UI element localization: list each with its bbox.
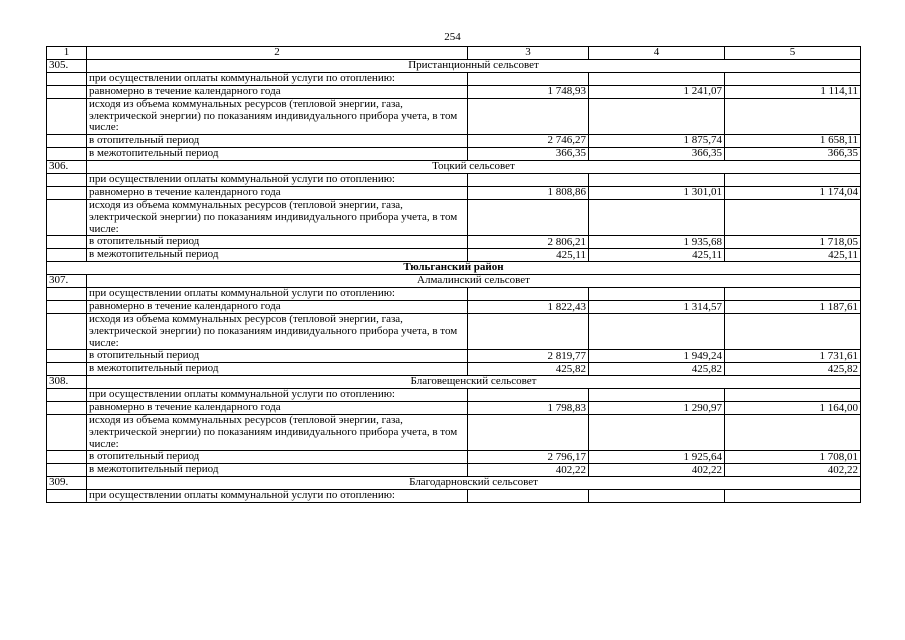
header-col-4: 4 bbox=[589, 47, 725, 60]
value-cell: 1 301,01 bbox=[589, 187, 725, 200]
value-cell: 425,82 bbox=[468, 363, 589, 376]
header-row bbox=[47, 47, 861, 60]
value-cell: 1 935,68 bbox=[589, 236, 725, 249]
value-cell: 425,82 bbox=[725, 363, 861, 376]
section-number: 306. bbox=[47, 161, 87, 174]
table-row bbox=[47, 99, 861, 135]
table-row bbox=[47, 451, 861, 464]
value-cell: 425,11 bbox=[589, 249, 725, 262]
offseason-label: в межотопительный период bbox=[87, 363, 468, 376]
heating-label: в отопительный период bbox=[87, 350, 468, 363]
value-cell: 1 290,97 bbox=[589, 402, 725, 415]
value-cell: 1 708,01 bbox=[725, 451, 861, 464]
table-row bbox=[47, 187, 861, 200]
value-cell: 1 314,57 bbox=[589, 301, 725, 314]
table-row bbox=[47, 350, 861, 363]
uniform-label: равномерно в течение календарного года bbox=[87, 187, 468, 200]
table-row bbox=[47, 73, 861, 86]
value-cell: 425,11 bbox=[468, 249, 589, 262]
table-row bbox=[47, 415, 861, 451]
header-col-2: 2 bbox=[87, 47, 468, 60]
heat-label: при осуществлении оплаты коммунальной услуги по отоплению: bbox=[87, 389, 468, 402]
meter-label: исходя из объема коммунальных ресурсов (тепловой энергии, газа, электрической энергии) по показаниям индивидуального прибора учета, в том числе: bbox=[87, 99, 468, 135]
district-name: Тюльганский район bbox=[47, 262, 861, 275]
uniform-label: равномерно в течение календарного года bbox=[87, 301, 468, 314]
header-col-3: 3 bbox=[468, 47, 589, 60]
tariff-table bbox=[46, 46, 861, 503]
section-row bbox=[47, 477, 861, 490]
value-cell: 1 174,04 bbox=[725, 187, 861, 200]
header-col-5: 5 bbox=[725, 47, 861, 60]
heat-label: при осуществлении оплаты коммунальной услуги по отоплению: bbox=[87, 73, 468, 86]
table-row bbox=[47, 86, 861, 99]
heating-label: в отопительный период bbox=[87, 451, 468, 464]
table-row bbox=[47, 200, 861, 236]
value-cell: 1 875,74 bbox=[589, 135, 725, 148]
header-col-1: 1 bbox=[47, 47, 87, 60]
table-row bbox=[47, 288, 861, 301]
section-row bbox=[47, 60, 861, 73]
value-cell: 1 798,83 bbox=[468, 402, 589, 415]
meter-label: исходя из объема коммунальных ресурсов (тепловой энергии, газа, электрической энергии) по показаниям индивидуального прибора учета, в том числе: bbox=[87, 200, 468, 236]
value-cell: 425,11 bbox=[725, 249, 861, 262]
table-row bbox=[47, 314, 861, 350]
section-row bbox=[47, 376, 861, 389]
value-cell: 1 114,11 bbox=[725, 86, 861, 99]
table-row bbox=[47, 464, 861, 477]
table-row bbox=[47, 135, 861, 148]
table-row bbox=[47, 148, 861, 161]
table-row bbox=[47, 249, 861, 262]
heat-label: при осуществлении оплаты коммунальной услуги по отоплению: bbox=[87, 490, 468, 503]
meter-label: исходя из объема коммунальных ресурсов (тепловой энергии, газа, электрической энергии) по показаниям индивидуального прибора учета, в том числе: bbox=[87, 314, 468, 350]
value-cell: 366,35 bbox=[468, 148, 589, 161]
table-row bbox=[47, 402, 861, 415]
meter-label: исходя из объема коммунальных ресурсов (тепловой энергии, газа, электрической энергии) по показаниям индивидуального прибора учета, в том числе: bbox=[87, 415, 468, 451]
value-cell: 1 718,05 bbox=[725, 236, 861, 249]
section-number: 307. bbox=[47, 275, 87, 288]
value-cell: 425,82 bbox=[589, 363, 725, 376]
heating-label: в отопительный период bbox=[87, 135, 468, 148]
value-cell: 1 822,43 bbox=[468, 301, 589, 314]
offseason-label: в межотопительный период bbox=[87, 148, 468, 161]
section-name: Тоцкий сельсовет bbox=[87, 161, 861, 174]
value-cell: 1 187,61 bbox=[725, 301, 861, 314]
section-name: Алмалинский сельсовет bbox=[87, 275, 861, 288]
section-name: Пристанционный сельсовет bbox=[87, 60, 861, 73]
value-cell: 1 731,61 bbox=[725, 350, 861, 363]
table-row bbox=[47, 301, 861, 314]
value-cell: 402,22 bbox=[468, 464, 589, 477]
value-cell: 2 819,77 bbox=[468, 350, 589, 363]
district-row bbox=[47, 262, 861, 275]
uniform-label: равномерно в течение календарного года bbox=[87, 86, 468, 99]
value-cell: 1 241,07 bbox=[589, 86, 725, 99]
section-row bbox=[47, 161, 861, 174]
uniform-label: равномерно в течение календарного года bbox=[87, 402, 468, 415]
page-number: 254 bbox=[444, 31, 461, 43]
section-number: 309. bbox=[47, 477, 87, 490]
table-row bbox=[47, 236, 861, 249]
value-cell: 402,22 bbox=[589, 464, 725, 477]
value-cell: 1 949,24 bbox=[589, 350, 725, 363]
value-cell: 2 806,21 bbox=[468, 236, 589, 249]
section-name: Благовещенский сельсовет bbox=[87, 376, 861, 389]
section-number: 305. bbox=[47, 60, 87, 73]
table-row bbox=[47, 363, 861, 376]
value-cell: 402,22 bbox=[725, 464, 861, 477]
section-name: Благодарновский сельсовет bbox=[87, 477, 861, 490]
value-cell: 1 748,93 bbox=[468, 86, 589, 99]
heat-label: при осуществлении оплаты коммунальной услуги по отоплению: bbox=[87, 288, 468, 301]
value-cell: 1 925,64 bbox=[589, 451, 725, 464]
offseason-label: в межотопительный период bbox=[87, 249, 468, 262]
value-cell: 2 746,27 bbox=[468, 135, 589, 148]
value-cell: 1 164,00 bbox=[725, 402, 861, 415]
heat-label: при осуществлении оплаты коммунальной услуги по отоплению: bbox=[87, 174, 468, 187]
value-cell: 2 796,17 bbox=[468, 451, 589, 464]
table-row bbox=[47, 389, 861, 402]
offseason-label: в межотопительный период bbox=[87, 464, 468, 477]
table-row bbox=[47, 174, 861, 187]
value-cell: 366,35 bbox=[725, 148, 861, 161]
heating-label: в отопительный период bbox=[87, 236, 468, 249]
value-cell: 1 658,11 bbox=[725, 135, 861, 148]
value-cell: 1 808,86 bbox=[468, 187, 589, 200]
section-number: 308. bbox=[47, 376, 87, 389]
table-row bbox=[47, 490, 861, 503]
section-row bbox=[47, 275, 861, 288]
value-cell: 366,35 bbox=[589, 148, 725, 161]
